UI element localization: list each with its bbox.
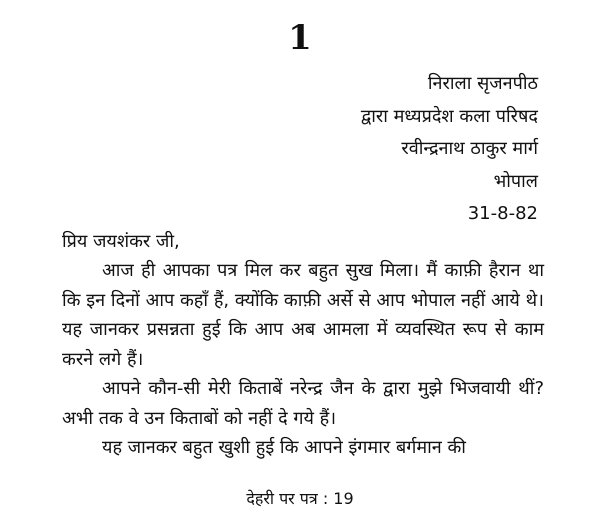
salutation: प्रिय जयशंकर जी, bbox=[62, 231, 180, 252]
address-line-organization: द्वारा मध्यप्रदेश कला परिषद bbox=[360, 105, 538, 127]
address-line-city: भोपाल bbox=[493, 170, 538, 192]
address-line-street: रवीन्द्रनाथ ठाकुर मार्ग bbox=[401, 138, 538, 159]
sender-address bbox=[361, 68, 538, 231]
chapter-number: 1 bbox=[288, 18, 312, 58]
address-line-institution: निराला सृजनपीठ bbox=[427, 73, 538, 94]
body-paragraph-1: आज ही आपका पत्र मिल कर बहुत सुख मिला। मैं काफ़ी हैरान था कि इन दिनों आप कहाँ हैं, क्योंकि काफ़ी अर्से से आप भोपाल नहीं आये थे। यह जानकर प्रसन्नता हुई कि आप अब आमला में व्यवस्थित रूप से काम करने लगे हैं। bbox=[62, 260, 544, 370]
page-footer: देहरी पर पत्र : 19 bbox=[246, 489, 354, 508]
body-paragraph-2: आपने कौन-सी मेरी किताबें नरेन्द्र जैन के द्वारा मुझे भिजवायी थीं? अभी तक वे उन किताबों को नहीं दे गये हैं। bbox=[62, 378, 544, 429]
body-paragraph-3: यह जानकर बहुत खुशी हुई कि आपने इंगमार बर्गमान की bbox=[102, 437, 466, 458]
letter-body bbox=[62, 256, 544, 463]
letter-date: 31-8-82 bbox=[467, 203, 538, 224]
